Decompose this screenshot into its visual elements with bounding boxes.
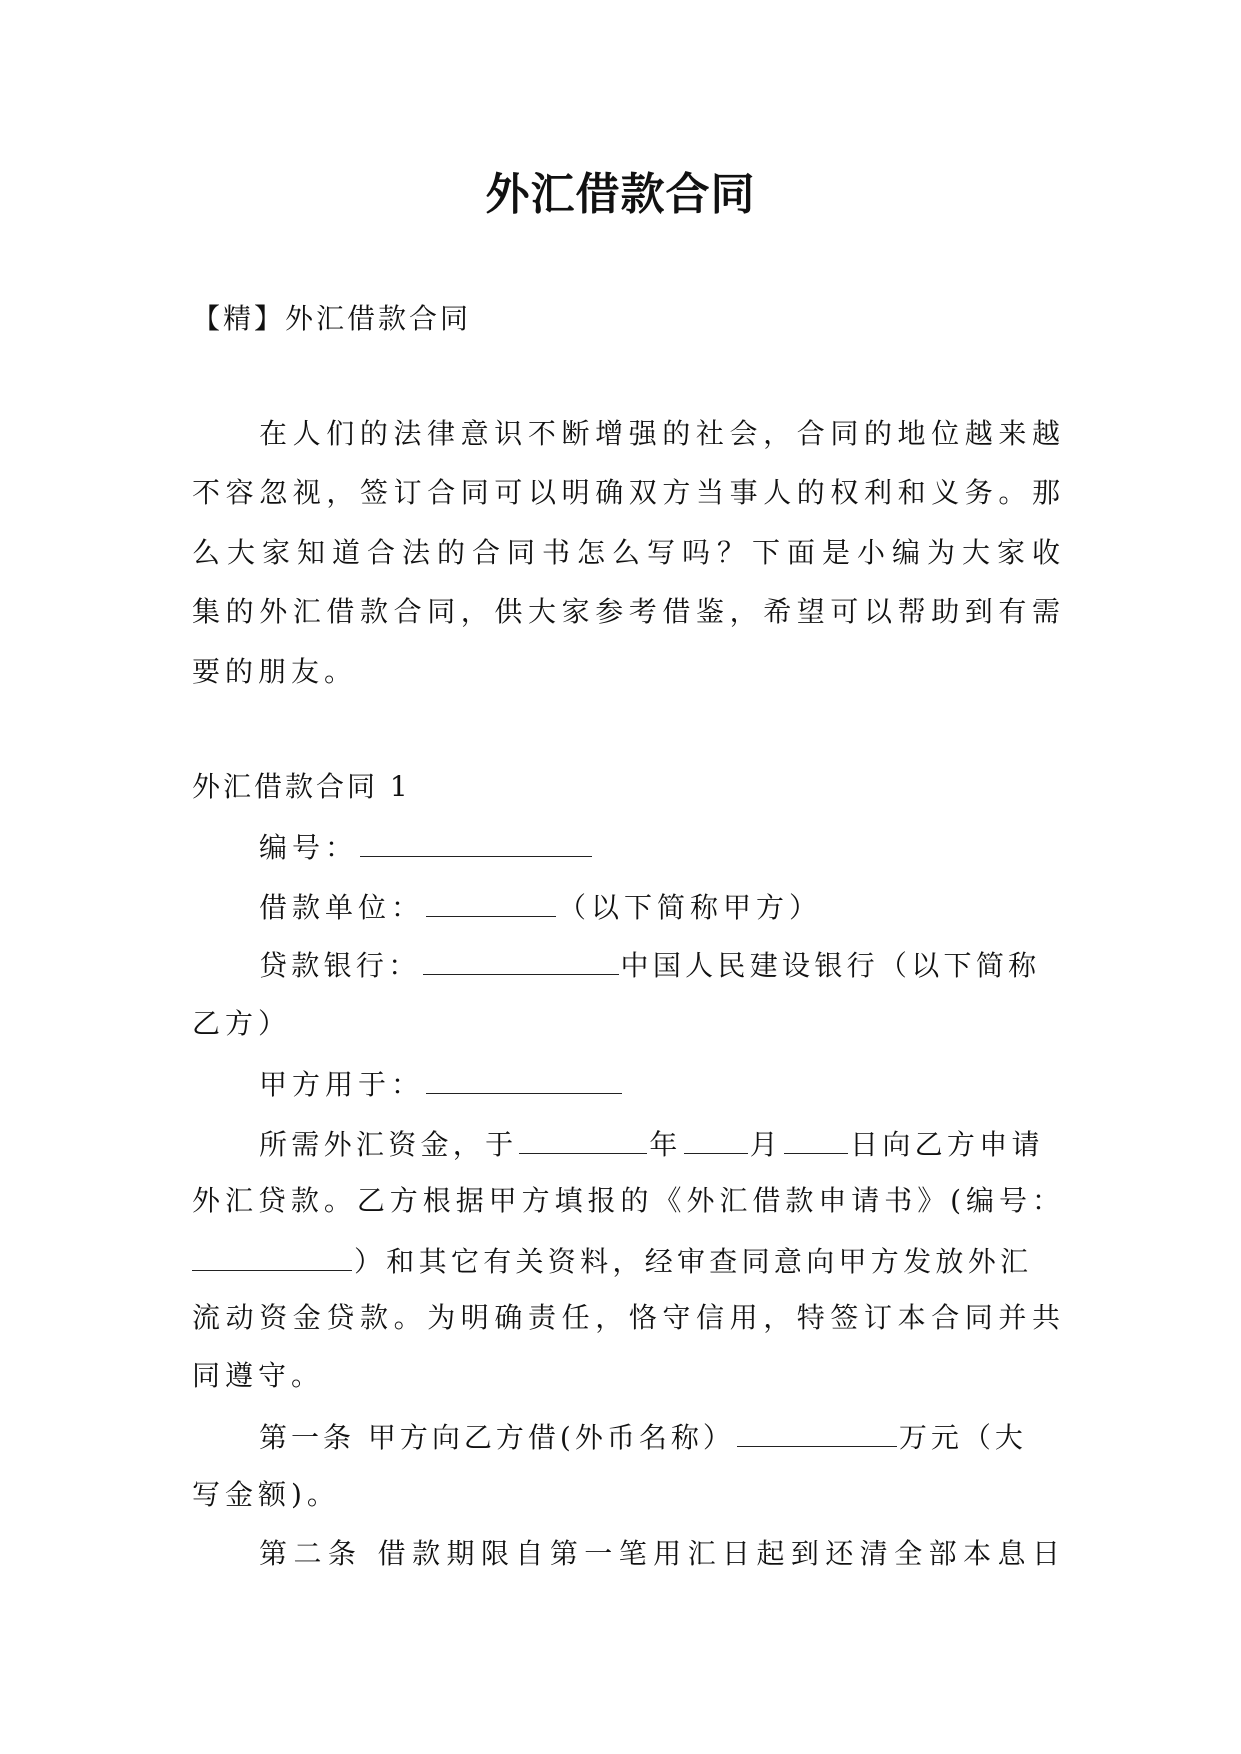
borrower-label: 借款单位：: [259, 891, 425, 924]
purpose-label: 甲方用于：: [259, 1068, 425, 1101]
day-blank: [784, 1123, 848, 1154]
intro-line: 要的朋友。: [192, 655, 358, 688]
text: 日向乙方申请: [850, 1128, 1044, 1161]
amount-blank: [737, 1416, 897, 1447]
intro-line: 不容忽视，签订合同可以明确双方当事人的权利和义务。那: [192, 476, 1060, 509]
bank-value: 中国人民建设银行（以下简称: [620, 949, 1041, 982]
borrower-field: [192, 886, 1060, 928]
body-line: 外汇贷款。乙方根据甲方填报的《外汇借款申请书》(编号：: [192, 1184, 1060, 1217]
intro-line: 么大家知道合法的合同书怎么写吗？下面是小编为大家收: [192, 536, 1060, 569]
section-heading: 外汇借款合同 1: [192, 770, 411, 803]
bank-label: 贷款银行：: [259, 949, 421, 982]
intro-line: 在人们的法律意识不断增强的社会，合同的地位越来越: [259, 417, 1060, 450]
date-line: [192, 1123, 1060, 1165]
document-title: 外汇借款合同: [485, 169, 756, 220]
text: ）和其它有关资料，经审查同意向甲方发放外汇: [354, 1245, 1033, 1278]
text: 月: [749, 1128, 783, 1161]
application-number-blank: [192, 1240, 352, 1271]
body-line: [192, 1240, 1060, 1282]
purpose-field: [192, 1063, 1060, 1105]
body-line: 同遵守。: [192, 1359, 325, 1392]
text: 年: [649, 1128, 682, 1161]
bank-suffix: 乙方）: [192, 1007, 292, 1040]
text: 所需外汇资金，于: [259, 1128, 518, 1161]
bank-blank: [423, 944, 619, 975]
borrower-suffix: （以下简称甲方）: [558, 891, 823, 924]
month-blank: [684, 1123, 748, 1154]
number-label: 编号：: [259, 831, 359, 864]
text: 第一条 甲方向乙方借(外币名称）: [259, 1421, 735, 1454]
article-2: 第二条 借款期限自第一笔用汇日起到还清全部本息日: [259, 1537, 1060, 1570]
purpose-blank: [426, 1063, 622, 1094]
text: 万元（大: [898, 1421, 1027, 1454]
article-1: [192, 1416, 1060, 1458]
bank-field: [192, 944, 1060, 986]
subtitle: 【精】外汇借款合同: [192, 302, 472, 335]
year-blank: [519, 1123, 647, 1154]
body-line: 流动资金贷款。为明确责任，恪守信用，特签订本合同并共: [192, 1301, 1060, 1334]
number-blank: [360, 826, 592, 857]
body-line: 写金额)。: [192, 1478, 340, 1511]
number-field: [192, 826, 1060, 868]
intro-line: 集的外汇借款合同，供大家参考借鉴，希望可以帮助到有需: [192, 595, 1060, 628]
borrower-blank: [426, 886, 556, 917]
